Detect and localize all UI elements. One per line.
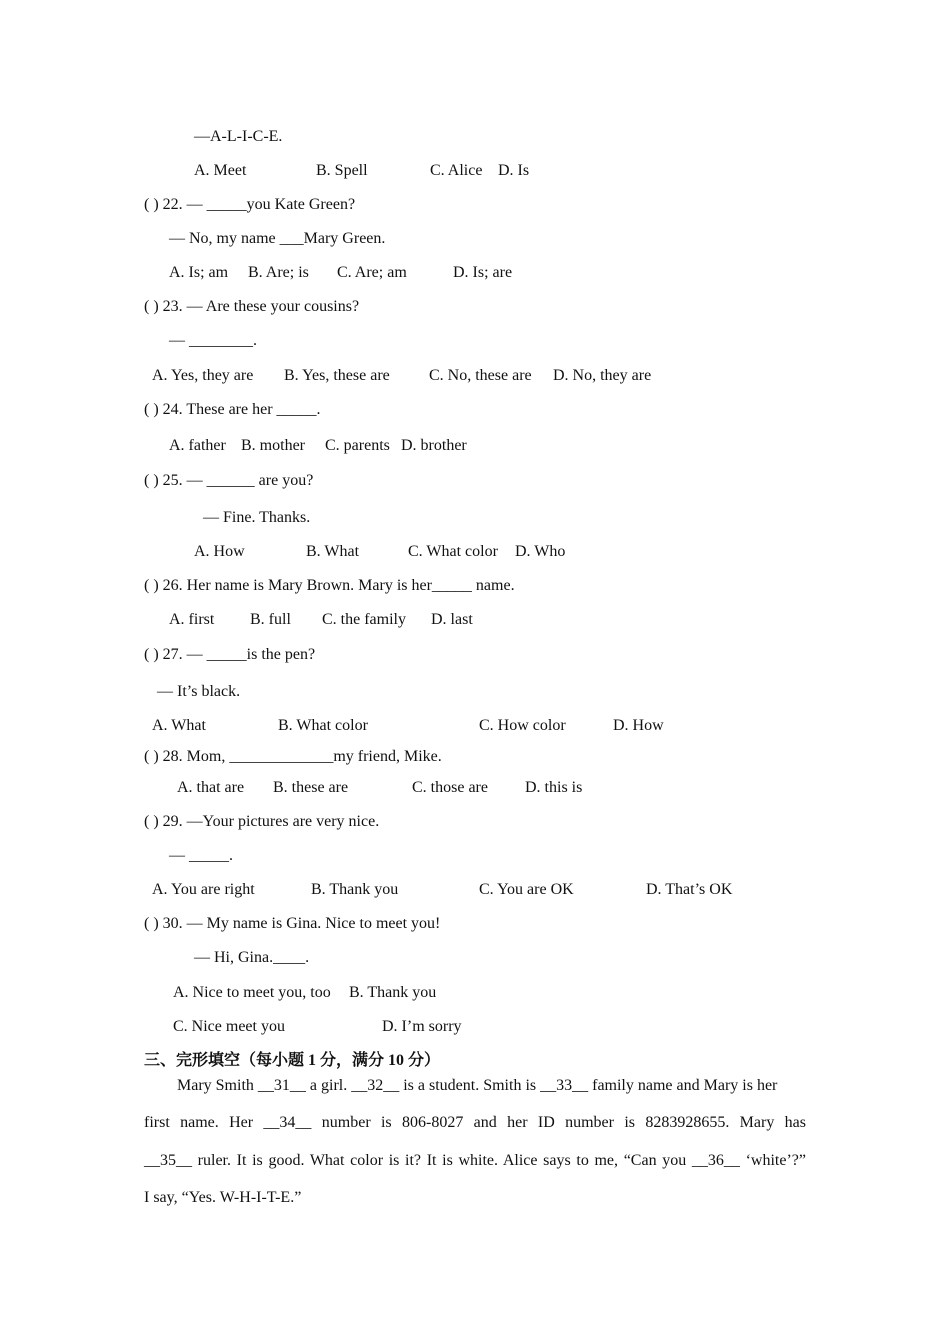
option-a: A. father — [169, 437, 226, 454]
option-a: A. first — [169, 611, 215, 628]
option-c: C. What color — [408, 543, 498, 560]
cloze-line-2: first name. Her __34__ number is 806-8027 and her ID number is 8283928655. Mary has — [144, 1114, 806, 1131]
option-d: D. this is — [525, 779, 583, 796]
option-c: C. those are — [412, 779, 488, 796]
option-c: C. Are; am — [337, 264, 407, 281]
option-a: A. How — [194, 543, 245, 560]
option-a: A. Meet — [194, 162, 247, 179]
option-c: C. the family — [322, 611, 406, 628]
question-26: ( ) 26. Her name is Mary Brown. Mary is her_____ name. — [144, 577, 515, 594]
option-b: B. Are; is — [248, 264, 309, 281]
option-b: B. Thank you — [311, 881, 399, 898]
option-d: D. That’s OK — [646, 881, 733, 898]
cloze-line-1: Mary Smith __31__ a girl. __32__ is a student. Smith is __33__ family name and Mary is her — [177, 1077, 778, 1094]
option-d: D. last — [431, 611, 473, 628]
question-29: ( ) 29. —Your pictures are very nice. — [144, 813, 380, 830]
question-23: ( ) 23. — Are these your cousins? — [144, 298, 360, 315]
option-b: B. Yes, these are — [284, 367, 390, 384]
option-b: B. What color — [278, 717, 368, 734]
option-a: A. Nice to meet you, too — [173, 984, 331, 1001]
option-a: A. Yes, they are — [152, 367, 254, 384]
option-d: D. brother — [401, 437, 467, 454]
option-c: C. Alice — [430, 162, 483, 179]
question-28: ( ) 28. Mom, _____________my friend, Mike. — [144, 748, 442, 765]
question-30-reply: — Hi, Gina.____. — [194, 949, 310, 966]
option-c: C. parents — [325, 437, 390, 454]
option-d: D. I’m sorry — [382, 1018, 462, 1035]
section-3-heading: 三、完形填空（每小题 1 分，满分 10 分） — [144, 1052, 441, 1069]
option-a: A. What — [152, 717, 206, 734]
question-22-reply: — No, my name ___Mary Green. — [169, 230, 386, 247]
question-23-reply: — ________. — [169, 332, 257, 349]
option-b: B. What — [306, 543, 360, 560]
cloze-line-4: I say, “Yes. W-H-I-T-E.” — [144, 1189, 302, 1206]
question-27-reply: — It’s black. — [157, 683, 241, 700]
option-b: B. Thank you — [349, 984, 437, 1001]
option-a: A. that are — [177, 779, 245, 796]
question-27: ( ) 27. — _____is the pen? — [144, 646, 316, 663]
answer-line: —A-L-I-C-E. — [194, 128, 283, 145]
option-b: B. full — [250, 611, 291, 628]
option-d: D. No, they are — [553, 367, 652, 384]
option-d: D. How — [613, 717, 664, 734]
option-b: B. these are — [273, 779, 349, 796]
option-b: B. mother — [241, 437, 305, 454]
option-a: A. You are right — [152, 881, 255, 898]
option-d: D. Who — [515, 543, 566, 560]
question-24: ( ) 24. These are her _____. — [144, 401, 321, 418]
option-c: C. Nice meet you — [173, 1018, 285, 1035]
option-a: A. Is; am — [169, 264, 229, 281]
option-b: B. Spell — [316, 162, 368, 179]
question-30: ( ) 30. — My name is Gina. Nice to meet you! — [144, 915, 441, 932]
option-c: C. No, these are — [429, 367, 532, 384]
question-25: ( ) 25. — ______ are you? — [144, 472, 314, 489]
question-29-reply: — _____. — [169, 847, 233, 864]
option-d: D. Is; are — [453, 264, 513, 281]
cloze-line-3: __35__ ruler. It is good. What color is it? It is white. Alice says to me, “Can you __36__ ‘white’?” — [144, 1152, 806, 1169]
option-c: C. How color — [479, 717, 566, 734]
option-c: C. You are OK — [479, 881, 574, 898]
question-22: ( ) 22. — _____you Kate Green? — [144, 196, 356, 213]
option-d: D. Is — [498, 162, 530, 179]
question-25-reply: — Fine. Thanks. — [203, 509, 311, 526]
